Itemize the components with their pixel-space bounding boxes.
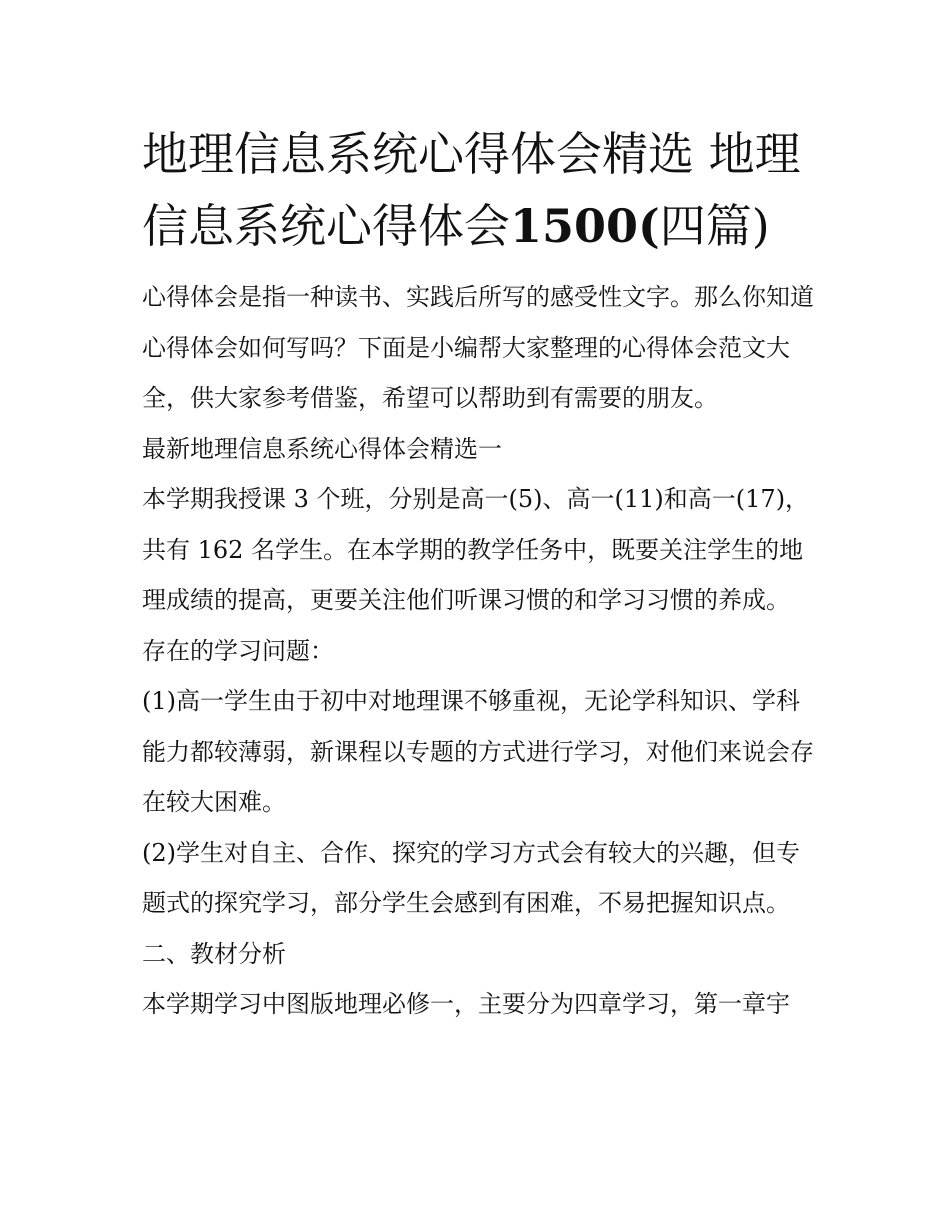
title-text-2: 四篇) xyxy=(659,199,770,253)
intro-paragraph: 心得体会是指一种读书、实践后所写的感受性文字。那么你知道心得体会如何写吗？下面是小编帮大家整理的心得体会范文大全，供大家参考借鉴，希望可以帮助到有需要的朋友。 xyxy=(142,283,814,412)
body-paragraph: 存在的学习问题： xyxy=(142,636,334,665)
body-paragraph: 本学期我授课 3 个班，分别是高一(5)、高一(11)和高一(17)，共有 162 名学生。在本学期的教学任务中，既要关注学生的地理成绩的提高，更要关注他们听课习惯的和学习习惯的养成。 xyxy=(142,485,810,614)
body-paragraph: (1)高一学生由于初中对地理课不够重视，无论学科知识、学科能力都较薄弱，新课程以专题的方式进行学习，对他们来说会存在较大困难。 xyxy=(142,687,814,816)
body-paragraph: 本学期学习中图版地理必修一，主要分为四章学习，第一章宇 xyxy=(142,990,790,1018)
body-paragraph: (2)学生对自主、合作、探究的学习方式会有较大的兴趣，但专题式的探究学习，部分学生会感到有困难，不易把握知识点。 二、教材分析 xyxy=(142,838,800,968)
document-body xyxy=(142,118,818,1030)
section-heading: 最新地理信息系统心得体会精选一 xyxy=(142,434,502,463)
document-title xyxy=(142,118,818,272)
title-text-number: 1500( xyxy=(510,199,660,253)
title-text-1: 地理信息系统心得体会精选 地理信息系统心得体会 xyxy=(142,127,801,253)
